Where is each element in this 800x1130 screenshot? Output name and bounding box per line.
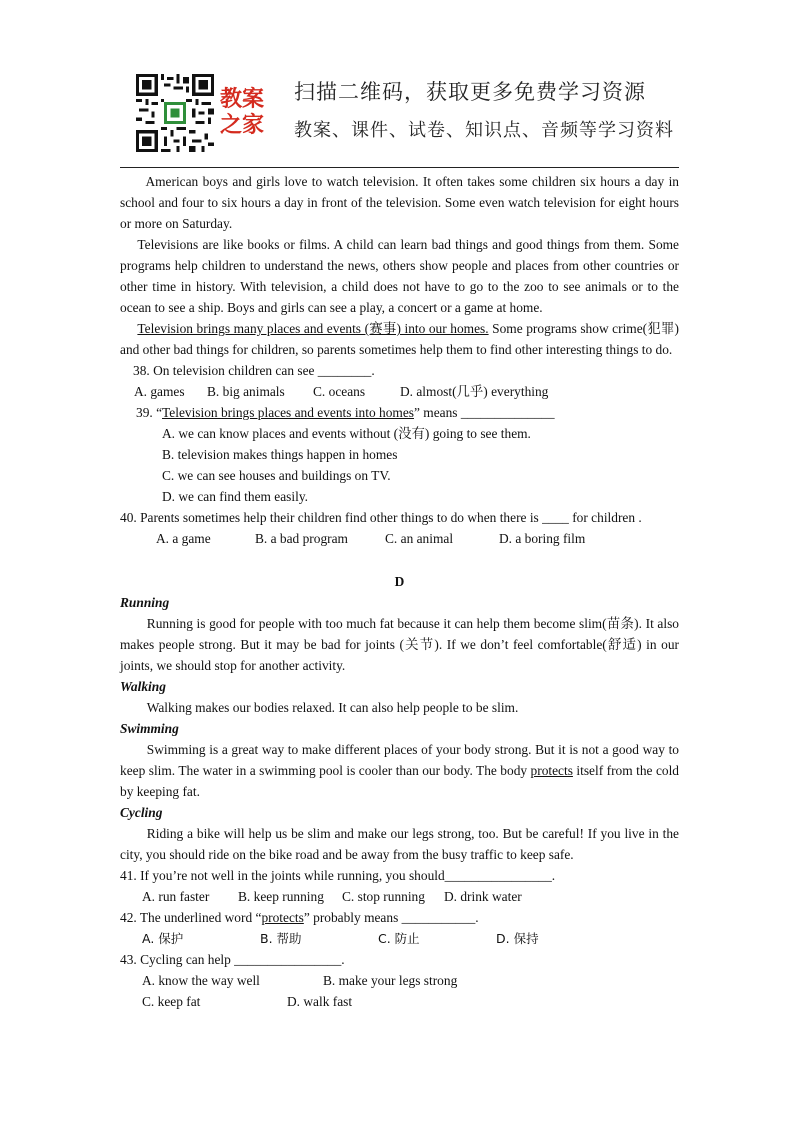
- section-text-walking: Walking makes our bodies relaxed. It can also help people to be slim.: [146, 700, 519, 715]
- option[interactable]: D. walk fast: [287, 994, 353, 1009]
- option[interactable]: A. run faster: [142, 889, 210, 904]
- site-logo: 教案之家: [220, 86, 265, 138]
- option[interactable]: C. keep fat: [142, 994, 201, 1009]
- option[interactable]: C. an animal: [385, 531, 454, 546]
- question-38-options: [120, 381, 679, 402]
- header-tagline: 扫描二维码，获取更多免费学习资源: [294, 80, 646, 104]
- question-42-options: [120, 928, 679, 949]
- question-43-options-row2: [120, 991, 679, 1012]
- section-text-cycling: Riding a bike will help us be slim and make our legs strong, too. But be careful! If you live in the city, you should ride on the bike road and be away from the busy traffic to keep safe.: [120, 826, 679, 862]
- option[interactable]: A. 保护: [142, 931, 184, 946]
- passage-c-paragraph-2: Televisions are like books or films. A child can learn bad things and good things from them. Some programs help children to understand the news, others show people and places from other countries or other time in history. With television, a child does not have to go to the zoo to see animals or to the ocean to see a ship. Boys and girls can see a play, a concert or a game at home.: [120, 237, 679, 315]
- question-39: 39. “Television brings places and events into homes” means ______________: [136, 405, 555, 420]
- option[interactable]: B. a bad program: [255, 531, 348, 546]
- option[interactable]: C. oceans: [313, 384, 366, 399]
- header-subtitle: 教案、课件、试卷、知识点、音频等学习资料: [294, 120, 674, 141]
- option[interactable]: D. we can find them easily.: [162, 489, 309, 504]
- option[interactable]: C. 防止: [378, 931, 420, 946]
- option[interactable]: D. a boring film: [499, 531, 586, 546]
- option[interactable]: A. games: [134, 384, 185, 399]
- option[interactable]: B. make your legs strong: [323, 973, 458, 988]
- question-42: 42. The underlined word “protects” probably means ___________.: [120, 910, 479, 925]
- question-43-options-row1: [120, 970, 679, 991]
- passage-c-paragraph-3: [120, 318, 679, 360]
- option[interactable]: B. big animals: [207, 384, 285, 399]
- option[interactable]: D. drink water: [444, 889, 522, 904]
- passage-d-label: D: [394, 574, 405, 589]
- underlined-word: protects: [530, 763, 573, 778]
- option[interactable]: B. keep running: [238, 889, 324, 904]
- question-38: 38. On television children can see ________.: [133, 363, 375, 378]
- underlined-sentence: Television brings many places and events (赛事) into our homes.: [137, 321, 489, 336]
- option[interactable]: A. a game: [156, 531, 211, 546]
- question-43: 43. Cycling can help ________________.: [120, 952, 345, 967]
- question-41-options: [120, 886, 679, 907]
- section-text-running: Running is good for people with too much fat because it can help them become slim(苗条). It also makes people strong. But it may be bad for joints (关节). If we don’t feel comfortable(舒适) in our joints, we should stop for another activity.: [120, 616, 679, 673]
- page-header: [136, 72, 676, 152]
- section-text-swimming: Swimming is a great way to make different places of your body strong. But it is not a good way to keep slim. The water in a swimming pool is cooler than our body. The body protects itself from the cold by keeping fat.: [120, 742, 679, 799]
- option[interactable]: B. television makes things happen in homes: [162, 447, 398, 462]
- option[interactable]: B. 帮助: [260, 931, 302, 946]
- option[interactable]: C. stop running: [342, 889, 425, 904]
- qr-code-icon[interactable]: [136, 74, 214, 152]
- option[interactable]: D. almost(几乎) everything: [400, 384, 549, 399]
- section-title-swimming: Swimming: [120, 721, 179, 736]
- paragraph-3-rest: Some programs show crime(犯罪) and other bad things for children, so parents sometimes help them to find other interesting things to do.: [120, 321, 679, 357]
- option[interactable]: D. 保持: [496, 931, 539, 946]
- option[interactable]: A. we can know places and events without (没有) going to see them.: [162, 426, 531, 441]
- section-title-running: Running: [120, 595, 170, 610]
- question-41: 41. If you’re not well in the joints while running, you should________________.: [120, 868, 556, 883]
- section-title-cycling: Cycling: [120, 805, 163, 820]
- header-divider: [120, 167, 679, 168]
- question-40-options: [120, 528, 679, 549]
- section-title-walking: Walking: [120, 679, 166, 694]
- option[interactable]: C. we can see houses and buildings on TV.: [162, 468, 391, 483]
- option[interactable]: A. know the way well: [142, 973, 260, 988]
- passage-c-paragraph-1: American boys and girls love to watch television. It often takes some children six hours a day in school and four to six hours a day in front of the television. Some even watch television for eight hours or more on Saturday.: [120, 174, 679, 231]
- question-40: 40. Parents sometimes help their children find other things to do when there is ____ for children .: [120, 510, 642, 525]
- document-body: [120, 171, 679, 1012]
